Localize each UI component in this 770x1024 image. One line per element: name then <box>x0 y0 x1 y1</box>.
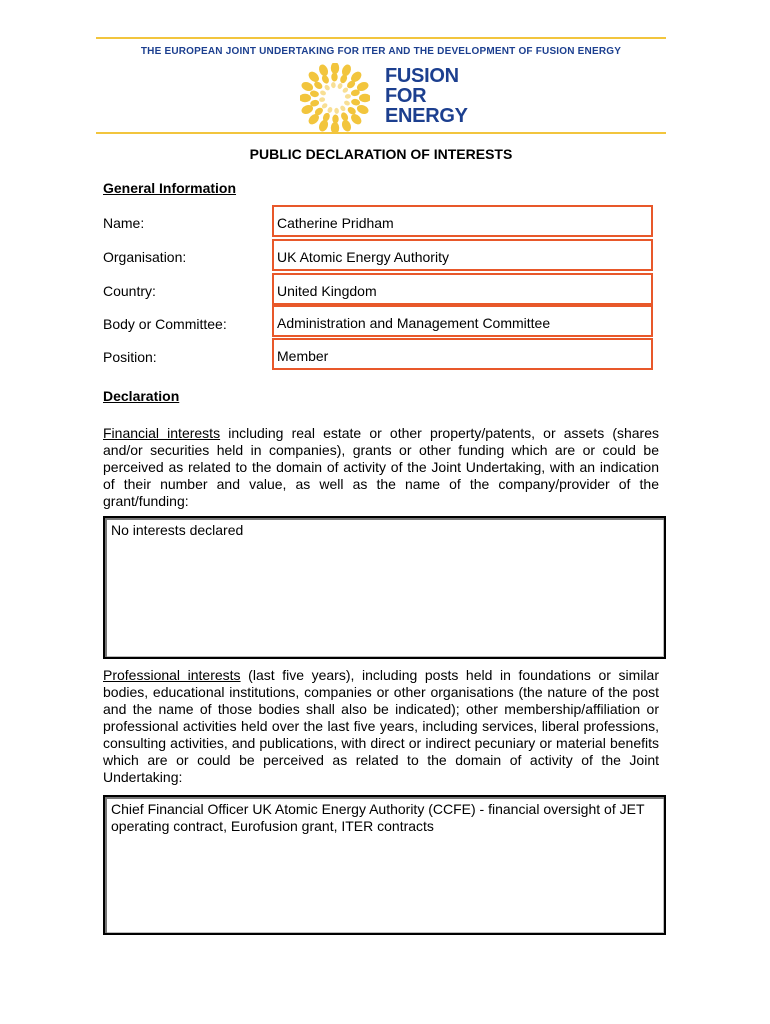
header-bottom-rule <box>96 132 666 134</box>
declaration-heading: Declaration <box>103 388 180 404</box>
fusion-for-energy-logo <box>300 63 470 133</box>
position-field[interactable]: Member <box>272 338 653 370</box>
financial-interests-term: Financial interests <box>103 425 221 441</box>
name-field[interactable]: Catherine Pridham <box>272 205 653 237</box>
header-top-rule <box>96 37 666 39</box>
country-field[interactable]: United Kingdom <box>272 273 653 305</box>
name-label: Name: <box>103 215 145 231</box>
financial-interests-text: including real estate or other property/patents, or assets (shares and/or securities held in companies), grants or other funding which are or could be perceived as related to the domain of activity of the Joint Undertaking, with an indication of their number and value, as well as the name of the company/provider of the grant/funding: <box>103 425 660 509</box>
document-title: PUBLIC DECLARATION OF INTERESTS <box>249 146 513 162</box>
logo-wordmark <box>385 66 468 126</box>
professional-interests-description <box>103 667 659 786</box>
financial-interests-description <box>103 425 659 510</box>
logo-line-2: FOR <box>385 85 427 107</box>
logo-line-1: FUSION <box>385 65 459 87</box>
professional-interests-answer[interactable]: Chief Financial Officer UK Atomic Energy Authority (CCFE) - financial oversight of JET operating contract, Eurofusion grant, ITER contracts <box>103 795 666 935</box>
country-label: Country: <box>103 283 156 299</box>
financial-interests-answer[interactable]: No interests declared <box>103 516 666 659</box>
body-or-committee-label: Body or Committee: <box>103 316 227 332</box>
organisation-label: Organisation: <box>103 249 187 265</box>
organisation-line: THE EUROPEAN JOINT UNDERTAKING FOR ITER AND THE DEVELOPMENT OF FUSION ENERGY <box>140 46 622 57</box>
general-information-heading: General Information <box>103 180 237 196</box>
body-or-committee-field[interactable]: Administration and Management Committee <box>272 305 653 337</box>
sun-flower-logo-icon <box>300 63 370 133</box>
logo-line-3: ENERGY <box>385 105 468 127</box>
position-label: Position: <box>103 349 157 365</box>
professional-interests-text: (last five years), including posts held in foundations or similar bodies, educational institutions, companies or other organisations (the nature of the post and the name of those bodies shall also be indicated); other membership/affiliation or professional activities held over the last five years, including services, liberal professions, consulting activities, and publications, with direct or indirect pecuniary or material benefits which are or could be perceived as related to the domain of activity of the Joint Undertaking: <box>103 667 659 785</box>
professional-interests-term: Professional interests <box>103 667 241 683</box>
organisation-field[interactable]: UK Atomic Energy Authority <box>272 239 653 271</box>
